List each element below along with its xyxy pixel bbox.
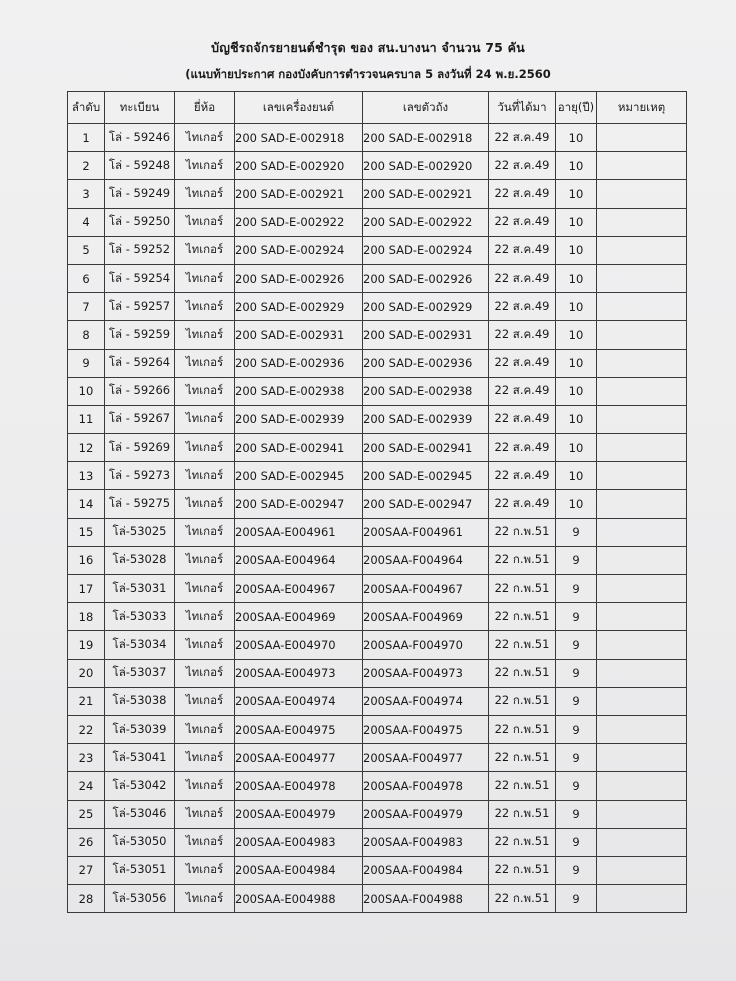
table-row — [68, 321, 687, 349]
cell-acquired-date: 22 ส.ค.49 — [489, 462, 556, 490]
cell-age: 9 — [556, 800, 597, 828]
cell-engine-number: 200SAA-E004967 — [235, 575, 363, 603]
cell-brand: ไทเกอร์ — [175, 349, 235, 377]
cell-plate: โล่-53056 — [105, 885, 175, 913]
cell-remarks — [597, 744, 687, 772]
cell-no: 15 — [68, 518, 105, 546]
cell-chassis-number: 200SAA-F004970 — [363, 631, 489, 659]
cell-plate: โล่-53042 — [105, 772, 175, 800]
cell-plate: โล่ - 59259 — [105, 321, 175, 349]
cell-age: 10 — [556, 349, 597, 377]
cell-remarks — [597, 349, 687, 377]
cell-acquired-date: 22 ก.พ.51 — [489, 885, 556, 913]
cell-chassis-number: 200SAA-F004969 — [363, 603, 489, 631]
cell-plate: โล่-53038 — [105, 687, 175, 715]
cell-brand: ไทเกอร์ — [175, 405, 235, 433]
cell-plate: โล่ - 59269 — [105, 434, 175, 462]
cell-chassis-number: 200SAA-F004983 — [363, 828, 489, 856]
table-row — [68, 518, 687, 546]
cell-plate: โล่-53025 — [105, 518, 175, 546]
table-row — [68, 152, 687, 180]
cell-age: 10 — [556, 236, 597, 264]
cell-no: 28 — [68, 885, 105, 913]
cell-engine-number: 200 SAD-E-002939 — [235, 405, 363, 433]
header-engine-number: เลขเครื่องยนต์ — [235, 92, 363, 124]
cell-chassis-number: 200 SAD-E-002918 — [363, 124, 489, 152]
cell-remarks — [597, 434, 687, 462]
header-no: ลำดับ — [68, 92, 105, 124]
cell-engine-number: 200 SAD-E-002921 — [235, 180, 363, 208]
cell-acquired-date: 22 ส.ค.49 — [489, 208, 556, 236]
header-remarks: หมายเหตุ — [597, 92, 687, 124]
cell-brand: ไทเกอร์ — [175, 293, 235, 321]
cell-brand: ไทเกอร์ — [175, 124, 235, 152]
table-row — [68, 715, 687, 743]
cell-brand: ไทเกอร์ — [175, 772, 235, 800]
cell-engine-number: 200 SAD-E-002945 — [235, 462, 363, 490]
cell-plate: โล่-53050 — [105, 828, 175, 856]
cell-chassis-number: 200 SAD-E-002945 — [363, 462, 489, 490]
cell-brand: ไทเกอร์ — [175, 856, 235, 884]
cell-brand: ไทเกอร์ — [175, 828, 235, 856]
cell-engine-number: 200 SAD-E-002926 — [235, 264, 363, 292]
cell-remarks — [597, 264, 687, 292]
cell-engine-number: 200 SAD-E-002947 — [235, 490, 363, 518]
cell-age: 9 — [556, 546, 597, 574]
cell-no: 5 — [68, 236, 105, 264]
cell-acquired-date: 22 ส.ค.49 — [489, 152, 556, 180]
cell-chassis-number: 200 SAD-E-002939 — [363, 405, 489, 433]
table-row — [68, 659, 687, 687]
cell-brand: ไทเกอร์ — [175, 744, 235, 772]
cell-plate: โล่-53051 — [105, 856, 175, 884]
cell-plate: โล่ - 59254 — [105, 264, 175, 292]
table-row — [68, 546, 687, 574]
cell-no: 24 — [68, 772, 105, 800]
cell-no: 17 — [68, 575, 105, 603]
header-brand: ยี่ห้อ — [175, 92, 235, 124]
cell-chassis-number: 200 SAD-E-002922 — [363, 208, 489, 236]
cell-engine-number: 200SAA-E004979 — [235, 800, 363, 828]
cell-remarks — [597, 800, 687, 828]
cell-age: 9 — [556, 885, 597, 913]
cell-remarks — [597, 885, 687, 913]
cell-chassis-number: 200SAA-F004973 — [363, 659, 489, 687]
cell-acquired-date: 22 ส.ค.49 — [489, 236, 556, 264]
table-row — [68, 349, 687, 377]
cell-acquired-date: 22 ก.พ.51 — [489, 631, 556, 659]
cell-acquired-date: 22 ก.พ.51 — [489, 518, 556, 546]
table-row — [68, 293, 687, 321]
cell-engine-number: 200SAA-E004961 — [235, 518, 363, 546]
cell-no: 22 — [68, 715, 105, 743]
cell-remarks — [597, 631, 687, 659]
cell-age: 10 — [556, 124, 597, 152]
cell-no: 3 — [68, 180, 105, 208]
cell-chassis-number: 200SAA-F004975 — [363, 715, 489, 743]
cell-age: 10 — [556, 264, 597, 292]
cell-acquired-date: 22 ก.พ.51 — [489, 744, 556, 772]
cell-age: 10 — [556, 405, 597, 433]
table-row — [68, 800, 687, 828]
cell-age: 10 — [556, 293, 597, 321]
cell-plate: โล่ - 59266 — [105, 377, 175, 405]
cell-acquired-date: 22 ส.ค.49 — [489, 405, 556, 433]
cell-acquired-date: 22 ส.ค.49 — [489, 293, 556, 321]
cell-plate: โล่ - 59249 — [105, 180, 175, 208]
cell-remarks — [597, 856, 687, 884]
cell-remarks — [597, 293, 687, 321]
cell-no: 2 — [68, 152, 105, 180]
table-row — [68, 744, 687, 772]
cell-chassis-number: 200 SAD-E-002947 — [363, 490, 489, 518]
cell-chassis-number: 200 SAD-E-002921 — [363, 180, 489, 208]
cell-plate: โล่ - 59257 — [105, 293, 175, 321]
cell-engine-number: 200 SAD-E-002922 — [235, 208, 363, 236]
cell-age: 10 — [556, 180, 597, 208]
cell-age: 9 — [556, 659, 597, 687]
cell-plate: โล่-53037 — [105, 659, 175, 687]
cell-no: 11 — [68, 405, 105, 433]
cell-remarks — [597, 377, 687, 405]
cell-remarks — [597, 208, 687, 236]
cell-no: 9 — [68, 349, 105, 377]
cell-acquired-date: 22 ก.พ.51 — [489, 546, 556, 574]
cell-chassis-number: 200 SAD-E-002936 — [363, 349, 489, 377]
cell-age: 10 — [556, 152, 597, 180]
cell-no: 14 — [68, 490, 105, 518]
cell-no: 21 — [68, 687, 105, 715]
cell-acquired-date: 22 ก.พ.51 — [489, 856, 556, 884]
cell-engine-number: 200SAA-E004977 — [235, 744, 363, 772]
cell-plate: โล่-53039 — [105, 715, 175, 743]
table-row — [68, 828, 687, 856]
cell-brand: ไทเกอร์ — [175, 490, 235, 518]
table-row — [68, 124, 687, 152]
table-row — [68, 180, 687, 208]
cell-remarks — [597, 659, 687, 687]
header-acquired-date: วันที่ได้มา — [489, 92, 556, 124]
cell-no: 4 — [68, 208, 105, 236]
cell-acquired-date: 22 ก.พ.51 — [489, 772, 556, 800]
table-body — [68, 124, 687, 913]
table-row — [68, 575, 687, 603]
cell-age: 10 — [556, 208, 597, 236]
cell-age: 9 — [556, 687, 597, 715]
cell-engine-number: 200SAA-E004975 — [235, 715, 363, 743]
motorcycle-register-table — [67, 91, 687, 913]
cell-remarks — [597, 490, 687, 518]
cell-brand: ไทเกอร์ — [175, 180, 235, 208]
cell-engine-number: 200 SAD-E-002936 — [235, 349, 363, 377]
cell-engine-number: 200SAA-E004970 — [235, 631, 363, 659]
cell-brand: ไทเกอร์ — [175, 152, 235, 180]
cell-brand: ไทเกอร์ — [175, 546, 235, 574]
cell-chassis-number: 200SAA-F004988 — [363, 885, 489, 913]
cell-age: 9 — [556, 772, 597, 800]
cell-chassis-number: 200SAA-F004961 — [363, 518, 489, 546]
cell-remarks — [597, 518, 687, 546]
cell-age: 9 — [556, 828, 597, 856]
table-row — [68, 377, 687, 405]
cell-no: 18 — [68, 603, 105, 631]
cell-no: 6 — [68, 264, 105, 292]
cell-plate: โล่-53028 — [105, 546, 175, 574]
cell-age: 9 — [556, 856, 597, 884]
cell-chassis-number: 200SAA-F004964 — [363, 546, 489, 574]
cell-brand: ไทเกอร์ — [175, 687, 235, 715]
cell-engine-number: 200SAA-E004973 — [235, 659, 363, 687]
cell-engine-number: 200SAA-E004964 — [235, 546, 363, 574]
cell-brand: ไทเกอร์ — [175, 434, 235, 462]
cell-remarks — [597, 828, 687, 856]
table-row — [68, 264, 687, 292]
cell-remarks — [597, 124, 687, 152]
cell-plate: โล่-53033 — [105, 603, 175, 631]
cell-no: 8 — [68, 321, 105, 349]
cell-chassis-number: 200SAA-F004967 — [363, 575, 489, 603]
cell-chassis-number: 200 SAD-E-002929 — [363, 293, 489, 321]
cell-acquired-date: 22 ส.ค.49 — [489, 124, 556, 152]
cell-plate: โล่ - 59264 — [105, 349, 175, 377]
table-row — [68, 462, 687, 490]
cell-age: 10 — [556, 321, 597, 349]
cell-age: 9 — [556, 603, 597, 631]
cell-brand: ไทเกอร์ — [175, 659, 235, 687]
cell-age: 9 — [556, 744, 597, 772]
cell-engine-number: 200SAA-E004974 — [235, 687, 363, 715]
cell-engine-number: 200 SAD-E-002931 — [235, 321, 363, 349]
cell-plate: โล่ - 59252 — [105, 236, 175, 264]
header-plate: ทะเบียน — [105, 92, 175, 124]
cell-engine-number: 200 SAD-E-002941 — [235, 434, 363, 462]
cell-acquired-date: 22 ส.ค.49 — [489, 434, 556, 462]
cell-chassis-number: 200 SAD-E-002941 — [363, 434, 489, 462]
cell-engine-number: 200SAA-E004978 — [235, 772, 363, 800]
cell-plate: โล่ - 59267 — [105, 405, 175, 433]
cell-engine-number: 200 SAD-E-002938 — [235, 377, 363, 405]
cell-plate: โล่-53046 — [105, 800, 175, 828]
cell-chassis-number: 200SAA-F004984 — [363, 856, 489, 884]
table-row — [68, 208, 687, 236]
cell-age: 9 — [556, 631, 597, 659]
table-row — [68, 856, 687, 884]
cell-chassis-number: 200 SAD-E-002938 — [363, 377, 489, 405]
cell-no: 16 — [68, 546, 105, 574]
table-row — [68, 772, 687, 800]
cell-remarks — [597, 180, 687, 208]
cell-no: 25 — [68, 800, 105, 828]
cell-age: 9 — [556, 575, 597, 603]
cell-chassis-number: 200 SAD-E-002931 — [363, 321, 489, 349]
cell-engine-number: 200 SAD-E-002920 — [235, 152, 363, 180]
table-row — [68, 687, 687, 715]
cell-acquired-date: 22 ส.ค.49 — [489, 377, 556, 405]
cell-acquired-date: 22 ก.พ.51 — [489, 828, 556, 856]
cell-remarks — [597, 236, 687, 264]
cell-no: 7 — [68, 293, 105, 321]
table-header-row — [68, 92, 687, 124]
header-age: อายุ(ปี) — [556, 92, 597, 124]
cell-acquired-date: 22 ก.พ.51 — [489, 800, 556, 828]
cell-brand: ไทเกอร์ — [175, 885, 235, 913]
cell-chassis-number: 200 SAD-E-002920 — [363, 152, 489, 180]
document-subtitle: (แนบท้ายประกาศ กองบังคับการตำรวจนครบาล 5 ลงวันที่ 24 พ.ย.2560 — [185, 67, 551, 81]
cell-no: 13 — [68, 462, 105, 490]
cell-brand: ไทเกอร์ — [175, 208, 235, 236]
cell-age: 10 — [556, 377, 597, 405]
cell-remarks — [597, 715, 687, 743]
cell-brand: ไทเกอร์ — [175, 462, 235, 490]
table-row — [68, 603, 687, 631]
cell-acquired-date: 22 ส.ค.49 — [489, 180, 556, 208]
cell-engine-number: 200SAA-E004988 — [235, 885, 363, 913]
cell-no: 1 — [68, 124, 105, 152]
cell-chassis-number: 200 SAD-E-002924 — [363, 236, 489, 264]
cell-acquired-date: 22 ส.ค.49 — [489, 264, 556, 292]
cell-plate: โล่-53041 — [105, 744, 175, 772]
table-row — [68, 490, 687, 518]
cell-no: 20 — [68, 659, 105, 687]
cell-remarks — [597, 462, 687, 490]
cell-remarks — [597, 575, 687, 603]
table-row — [68, 236, 687, 264]
cell-remarks — [597, 321, 687, 349]
cell-chassis-number: 200SAA-F004979 — [363, 800, 489, 828]
cell-age: 9 — [556, 715, 597, 743]
table-row — [68, 434, 687, 462]
cell-engine-number: 200SAA-E004969 — [235, 603, 363, 631]
table-row — [68, 631, 687, 659]
cell-brand: ไทเกอร์ — [175, 236, 235, 264]
cell-no: 12 — [68, 434, 105, 462]
document-title: บัญชีรถจักรยายนต์ชำรุด ของ สน.บางนา จำนวน 75 คัน — [211, 40, 525, 55]
header-chassis-number: เลขตัวถัง — [363, 92, 489, 124]
cell-engine-number: 200 SAD-E-002929 — [235, 293, 363, 321]
cell-engine-number: 200SAA-E004983 — [235, 828, 363, 856]
cell-age: 10 — [556, 462, 597, 490]
cell-plate: โล่-53031 — [105, 575, 175, 603]
cell-acquired-date: 22 ก.พ.51 — [489, 715, 556, 743]
cell-plate: โล่ - 59273 — [105, 462, 175, 490]
cell-no: 26 — [68, 828, 105, 856]
cell-remarks — [597, 772, 687, 800]
cell-engine-number: 200 SAD-E-002924 — [235, 236, 363, 264]
cell-chassis-number: 200SAA-F004978 — [363, 772, 489, 800]
cell-chassis-number: 200 SAD-E-002926 — [363, 264, 489, 292]
cell-age: 10 — [556, 434, 597, 462]
cell-engine-number: 200 SAD-E-002918 — [235, 124, 363, 152]
cell-no: 10 — [68, 377, 105, 405]
cell-plate: โล่-53034 — [105, 631, 175, 659]
table-row — [68, 885, 687, 913]
cell-plate: โล่ - 59246 — [105, 124, 175, 152]
cell-remarks — [597, 687, 687, 715]
cell-brand: ไทเกอร์ — [175, 631, 235, 659]
cell-brand: ไทเกอร์ — [175, 800, 235, 828]
cell-remarks — [597, 405, 687, 433]
table-row — [68, 405, 687, 433]
cell-brand: ไทเกอร์ — [175, 603, 235, 631]
cell-remarks — [597, 603, 687, 631]
cell-brand: ไทเกอร์ — [175, 715, 235, 743]
cell-age: 9 — [556, 518, 597, 546]
cell-chassis-number: 200SAA-F004977 — [363, 744, 489, 772]
cell-acquired-date: 22 ก.พ.51 — [489, 575, 556, 603]
cell-brand: ไทเกอร์ — [175, 518, 235, 546]
cell-brand: ไทเกอร์ — [175, 321, 235, 349]
cell-acquired-date: 22 ก.พ.51 — [489, 687, 556, 715]
cell-acquired-date: 22 ก.พ.51 — [489, 659, 556, 687]
cell-brand: ไทเกอร์ — [175, 377, 235, 405]
cell-remarks — [597, 152, 687, 180]
cell-acquired-date: 22 ก.พ.51 — [489, 603, 556, 631]
cell-plate: โล่ - 59250 — [105, 208, 175, 236]
cell-age: 10 — [556, 490, 597, 518]
cell-acquired-date: 22 ส.ค.49 — [489, 321, 556, 349]
cell-acquired-date: 22 ส.ค.49 — [489, 349, 556, 377]
cell-no: 27 — [68, 856, 105, 884]
cell-engine-number: 200SAA-E004984 — [235, 856, 363, 884]
cell-no: 23 — [68, 744, 105, 772]
cell-remarks — [597, 546, 687, 574]
cell-acquired-date: 22 ส.ค.49 — [489, 490, 556, 518]
cell-brand: ไทเกอร์ — [175, 264, 235, 292]
cell-no: 19 — [68, 631, 105, 659]
cell-plate: โล่ - 59275 — [105, 490, 175, 518]
cell-plate: โล่ - 59248 — [105, 152, 175, 180]
cell-brand: ไทเกอร์ — [175, 575, 235, 603]
cell-chassis-number: 200SAA-F004974 — [363, 687, 489, 715]
